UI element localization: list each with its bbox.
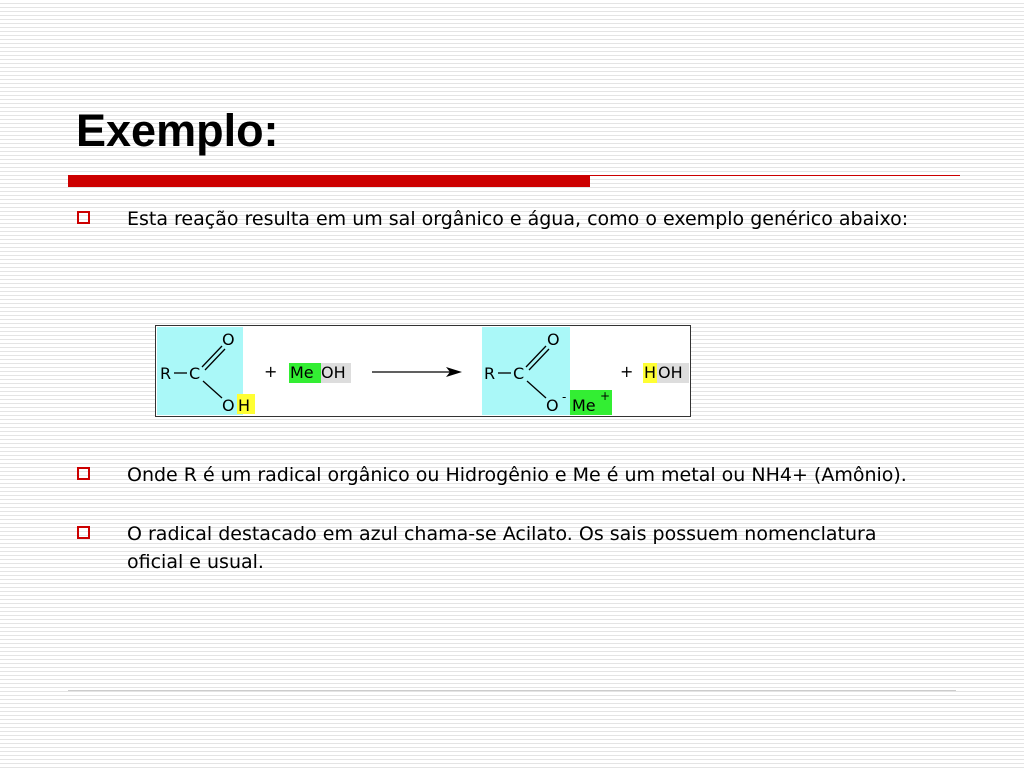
salt-positive-charge: + [600, 389, 611, 403]
plus-sign-1: + [264, 362, 278, 381]
acid-h: H [238, 396, 251, 415]
bullet-text: O radical destacado em azul chama-se Acilato. Os sais possuem nomenclatura oficial e usual. [127, 523, 877, 573]
salt-o-top: O [547, 330, 560, 349]
reaction-diagram [156, 326, 690, 416]
bullet-text: Esta reação resulta em um sal orgânico e água, como o exemplo genérico abaixo: [127, 208, 909, 230]
bullet-item [77, 461, 937, 489]
bullet-square-icon [77, 211, 90, 224]
base-me: Me [290, 363, 314, 382]
title-underline-bar [68, 175, 590, 187]
salt-o-bottom: O [546, 396, 559, 415]
bullet-text: Onde R é um radical orgânico ou Hidrogênio e Me é um metal ou NH4+ (Amônio). [127, 464, 907, 486]
salt-me: Me [572, 396, 596, 415]
bullet-square-icon [77, 467, 90, 480]
plus-sign-2: + [620, 362, 634, 381]
water-oh: OH [658, 363, 683, 382]
acid-r: R [160, 364, 172, 383]
slide-title: Exemplo: [76, 105, 279, 156]
salt-negative-charge: - [562, 390, 567, 404]
salt-c: C [513, 364, 525, 383]
title-underline-line [590, 175, 960, 176]
bullet-item [77, 205, 937, 233]
bullet-item [77, 520, 937, 576]
salt-r: R [484, 364, 496, 383]
footer-divider [68, 690, 956, 691]
acid-c: C [189, 364, 201, 383]
reaction-figure [155, 325, 691, 417]
bullet-square-icon [77, 526, 90, 539]
acid-o-top: O [222, 330, 235, 349]
water-h: H [644, 363, 657, 382]
base-oh: OH [321, 363, 346, 382]
acid-o-bottom: O [222, 396, 235, 415]
